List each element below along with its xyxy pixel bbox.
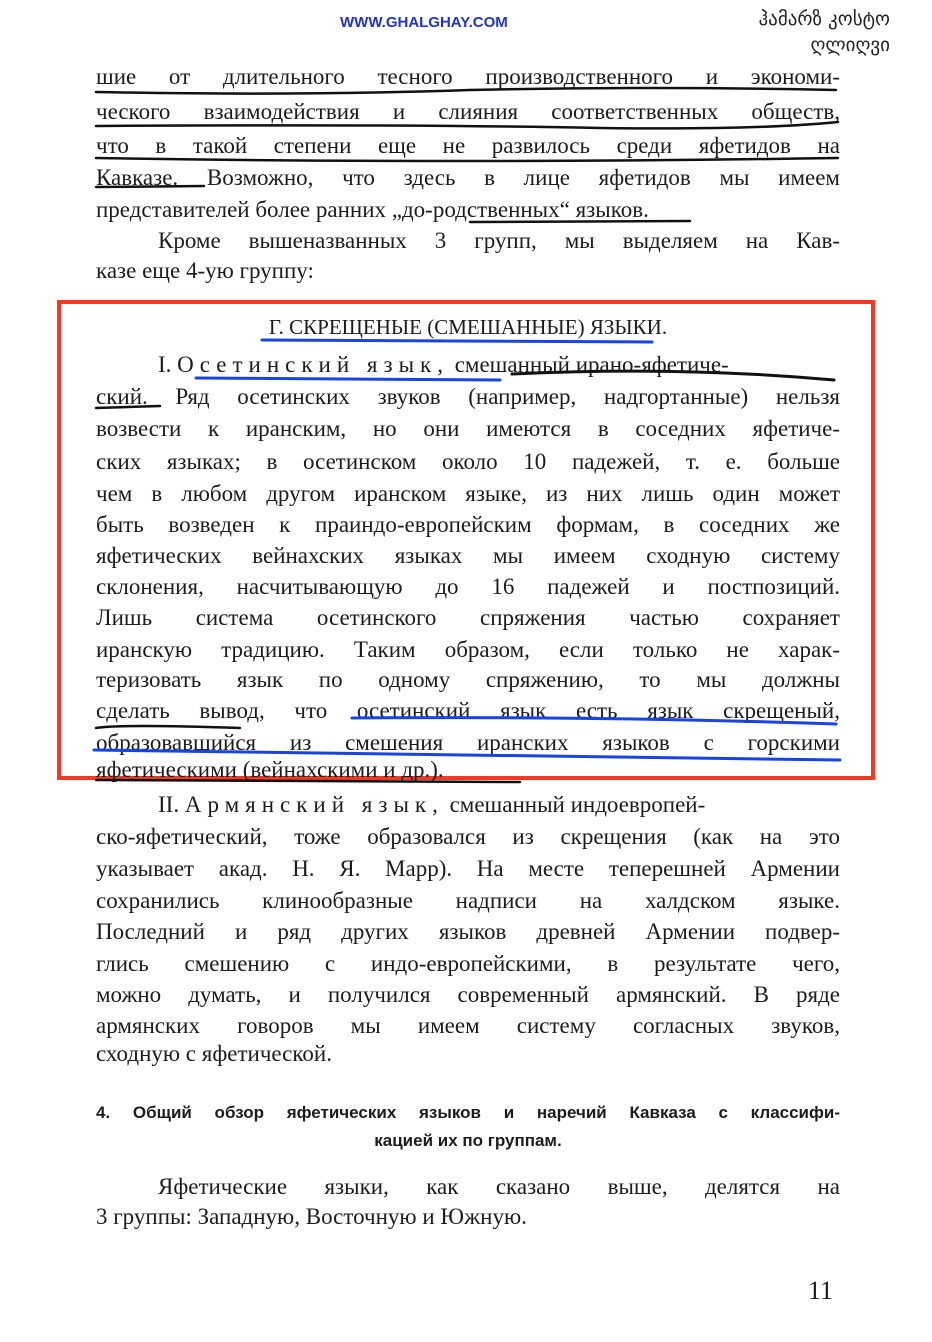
item-number: I. (158, 352, 172, 377)
text-line: армянских говоров мы имеем систему согласных звуков, (96, 1013, 840, 1038)
section-4-heading-cont: кацией их по группам. (374, 1131, 562, 1150)
text-line: глись смешению с индо-европейскими, в результате чего, (96, 951, 840, 976)
handwritten-note (740, 6, 890, 58)
text-line: указывает акад. Н. Я. Марр). На месте теперешней Армении (96, 856, 840, 881)
text-line: Кавказе. Возможно, что здесь в лице яфетидов мы имеем (96, 165, 840, 190)
text-line: склонения, насчитывающую до 16 падежей и постпозиций. (96, 574, 840, 599)
text-line: Яфетические языки, как сказано выше, делятся на (158, 1174, 840, 1199)
text-line: ско-яфетический, тоже образовался из скрещения (как на это (96, 824, 840, 849)
text-line: яфетических вейнахских языках мы имеем сходную систему (96, 543, 840, 568)
website-link[interactable]: WWW.GHALGHAY.COM (340, 14, 508, 31)
text-line: 3 группы: Западную, Восточную и Южную. (96, 1204, 527, 1229)
page-number: 11 (808, 1276, 834, 1305)
item-rest: смешанный индоевропей- (449, 792, 706, 817)
text-line: что в такой степени еще не развилось среди яфетидов на (96, 133, 840, 158)
item-name: Осетинский язык, (177, 352, 449, 377)
text-line: Последний и ряд других языков древней Армении подвер- (96, 919, 840, 944)
section-title: Г. СКРЕЩЕНЫЕ (СМЕШАННЫЕ) ЯЗЫКИ. (268, 315, 668, 339)
text-line: ских языках; в осетинском около 10 падежей, т. е. больше (96, 449, 840, 474)
handwritten-note-line-2: ღლიღვი (810, 34, 890, 56)
text-line: образовавшийся из смешения иранских языков с горскими (96, 730, 840, 755)
text-line: можно думать, и получился современный армянский. В ряде (96, 982, 840, 1007)
text-line: сходную с яфетической. (96, 1041, 332, 1066)
item-number: II. (158, 792, 180, 817)
text-line: казе еще 4-ую группу: (96, 258, 314, 283)
section-4-heading: 4. Общий обзор яфетических языков и наречий Кавказа с классифи- (96, 1103, 840, 1122)
text-line: Лишь система осетинского спряжения частью сохраняет (96, 605, 840, 630)
text-line: чем в любом другом иранском языке, из них лишь один может (96, 481, 840, 506)
text-line: сделать вывод, что осетинский язык есть язык скрещеный, (96, 698, 840, 723)
text-line: возвести к иранским, но они имеются в соседних яфетиче- (96, 416, 840, 441)
text-line: быть возведен к праиндо-европейским формам, в соседних же (96, 512, 840, 537)
text-line: сохранились клинообразные надписи на халдском языке. (96, 888, 840, 913)
handwritten-note-line-1: ჰამარზ კოსტო (758, 8, 890, 30)
text-line: представителей более ранних „до-родственных“ языков. (96, 197, 649, 222)
text-line: иранскую традицию. Таким образом, если только не харак- (96, 637, 840, 662)
text-line: ческого взаимодействия и слияния соответственных обществ, (96, 99, 840, 124)
text-line: теризовать язык по одному спряжению, то мы должны (96, 667, 840, 692)
text-line: ский. Ряд осетинских звуков (например, надгортанные) нельзя (96, 384, 840, 409)
text-line: Кроме вышеназванных 3 групп, мы выделяем на Кав- (158, 228, 840, 253)
text-line: шие от длительного тесного производственного и экономи- (96, 64, 840, 89)
item-1-first-line (96, 350, 840, 380)
item-2-first-line (96, 790, 840, 820)
item-rest: смешанный ирано-яфетиче- (454, 352, 729, 377)
item-name: Армянский язык, (184, 792, 444, 817)
text-line: яфетическими (вейнахскими и др.). (96, 757, 444, 782)
